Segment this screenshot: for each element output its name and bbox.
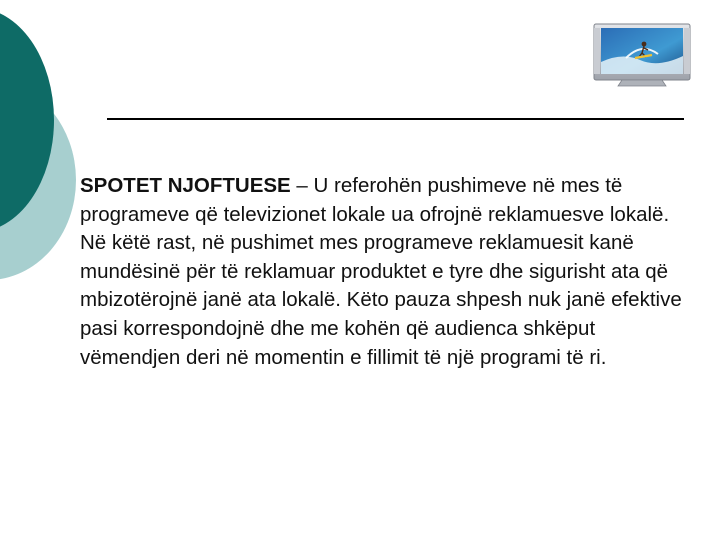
slide-body-text <box>80 172 700 372</box>
slide-term: SPOTET NJOFTUESE <box>80 174 291 197</box>
term-dash: – <box>290 174 314 197</box>
slide-definition: U referohën pushimeve në mes të programeve që televizionet lokale ua ofrojnë reklamuesve lokalë. Në këtë rast, në pushimet mes programeve reklamuesit kanë mundësinë për të reklamuar produktet e tyre dhe sigurisht ata që mbizotërojnë janë ata lokalë. Këto pauza shpesh nuk janë efektive pasi korrespondojnë dhe me kohën që audienca shkëput vëmendjen deri në momentin e fillimit të një programi të ri. <box>80 174 682 369</box>
divider-line <box>107 118 684 120</box>
television-icon <box>592 22 692 88</box>
